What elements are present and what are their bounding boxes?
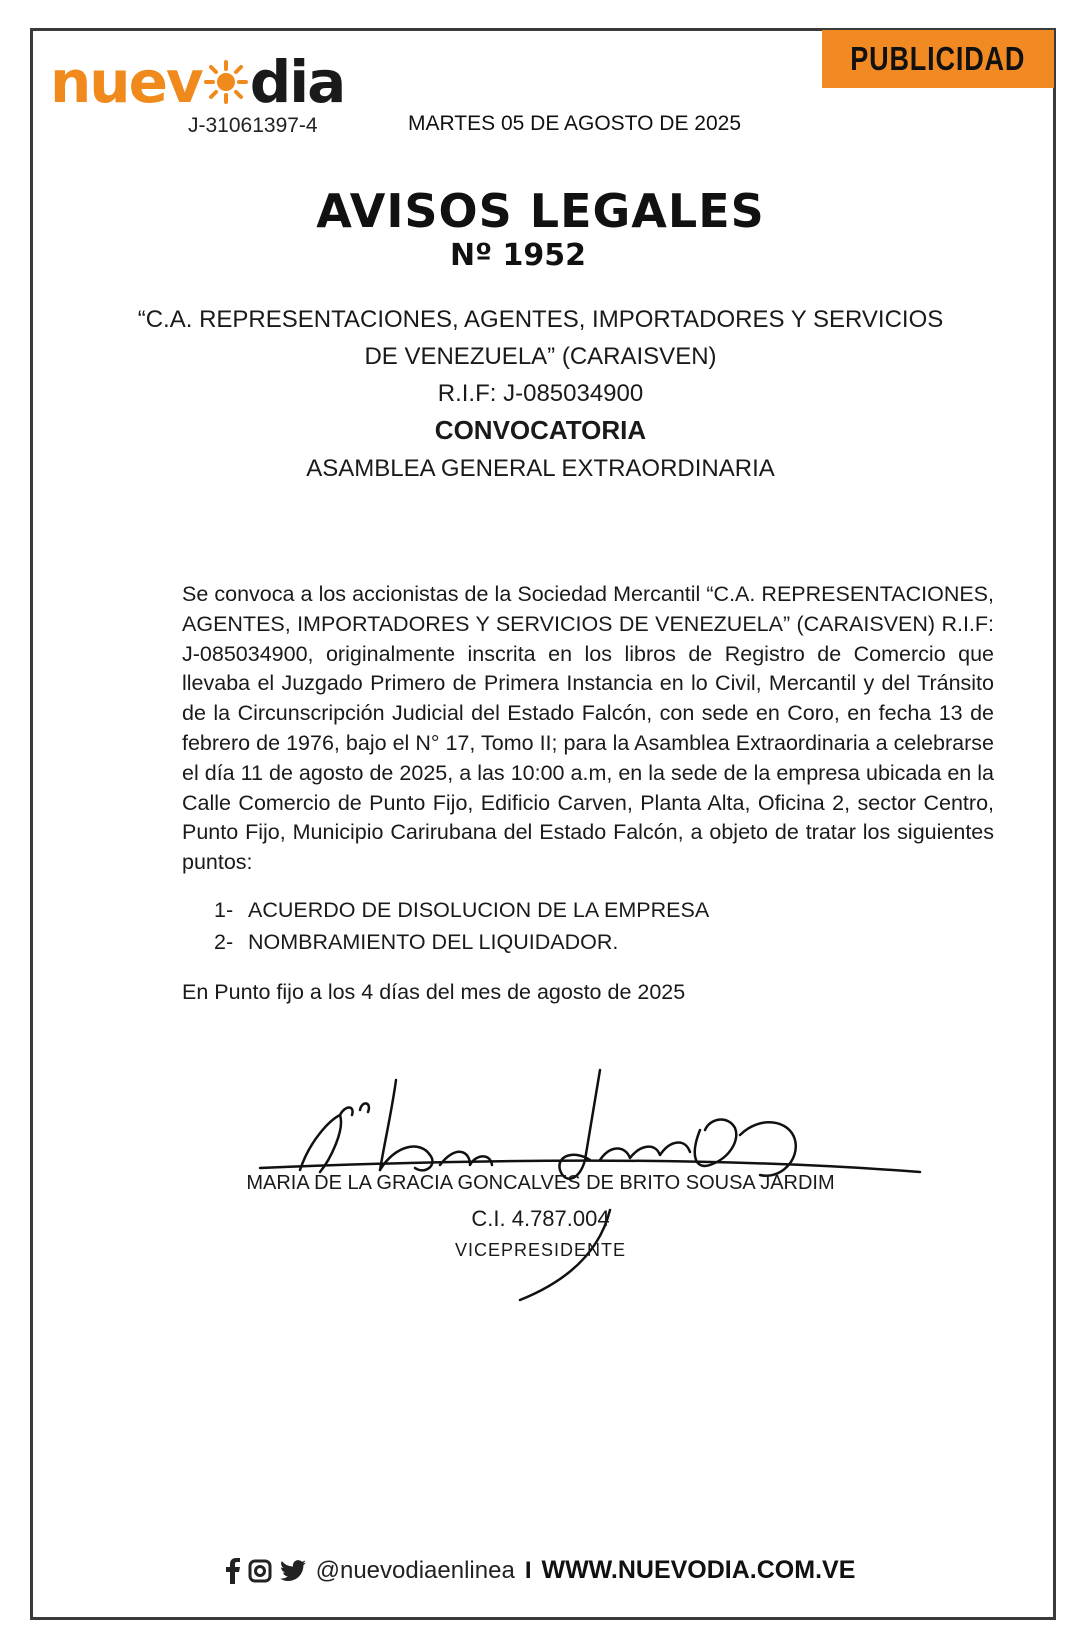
- newspaper-logo: [50, 48, 345, 116]
- facebook-icon: [226, 1558, 240, 1584]
- company-name-line1: “C.A. REPRESENTACIONES, AGENTES, IMPORTADORES Y SERVICIOS: [137, 306, 944, 333]
- social-handle: @nuevodiaenlinea: [315, 1556, 515, 1584]
- agenda-list: [214, 894, 709, 958]
- page-title: AVISOS LEGALES: [316, 184, 765, 238]
- social-icons: [226, 1558, 306, 1584]
- logo-text-part2: dia: [249, 48, 345, 116]
- list-item: [214, 894, 709, 926]
- signer-role: VICEPRESIDENTE: [454, 1240, 627, 1260]
- list-item: [214, 926, 709, 958]
- company-name-line2: DE VENEZUELA” (CARAISVEN): [364, 343, 717, 370]
- notice-subheading: ASAMBLEA GENERAL EXTRAORDINARIA: [306, 455, 775, 482]
- list-item-text: NOMBRAMIENTO DEL LIQUIDADOR.: [248, 930, 619, 954]
- list-item-text: ACUERDO DE DISOLUCION DE LA EMPRESA: [248, 898, 710, 922]
- company-rif: R.I.F: J-085034900: [437, 380, 644, 407]
- notice-body: Se convoca a los accionistas de la Sociedad Mercantil “C.A. REPRESENTACIONES, AGENTES, IMPORTADORES Y SERVICIOS DE VENEZUELA” (CARAISVEN) R.I.F: J-085034900, originalmente inscrita en los libros de Registro de Comercio que llevaba el Juzgado Primero de Primera Instancia en lo Civil, Mercantil y del Tránsito de la Circunscripción Judicial del Estado Falcón, con sede en Coro, en fecha 13 de febrero de 1976, bajo el N° 17, Tomo II; para la Asamblea Extraordinaria a celebrarse el día 11 de agosto de 2025, a las 10:00 a.m, en la sede de la empresa ubicada en la Calle Comercio de Punto Fijo, Edificio Carven, Planta Alta, Oficina 2, sector Centro, Punto Fijo, Municipio Carirubana del Estado Falcón, a objeto de tratar los siguientes puntos:: [182, 582, 994, 875]
- section-tag: [822, 30, 1054, 88]
- closing-line: En Punto fijo a los 4 días del mes de agosto de 2025: [182, 980, 686, 1004]
- signer-id: C.I. 4.787.004: [471, 1206, 610, 1231]
- logo-text-part1: nuev: [50, 48, 202, 116]
- notice-heading: CONVOCATORIA: [434, 415, 647, 445]
- website-url: WWW.NUEVODIA.COM.VE: [541, 1556, 856, 1584]
- list-item-number: 1-: [214, 898, 234, 922]
- section-tag-label: PUBLICIDAD: [850, 40, 1026, 77]
- sun-icon: [204, 60, 248, 104]
- newspaper-rif: J-31061397-4: [188, 114, 318, 137]
- publication-date: MARTES 05 DE AGOSTO DE 2025: [408, 112, 742, 135]
- notice-number: Nº 1952: [450, 238, 586, 273]
- signer-name: MARIA DE LA GRACIA GONCALVES DE BRITO SOUSA JARDIM: [246, 1172, 835, 1194]
- twitter-icon: [280, 1560, 306, 1582]
- footer-separator: I: [524, 1556, 532, 1584]
- list-item-number: 2-: [214, 930, 234, 954]
- instagram-icon: [248, 1559, 272, 1583]
- page-footer: [0, 1556, 1081, 1585]
